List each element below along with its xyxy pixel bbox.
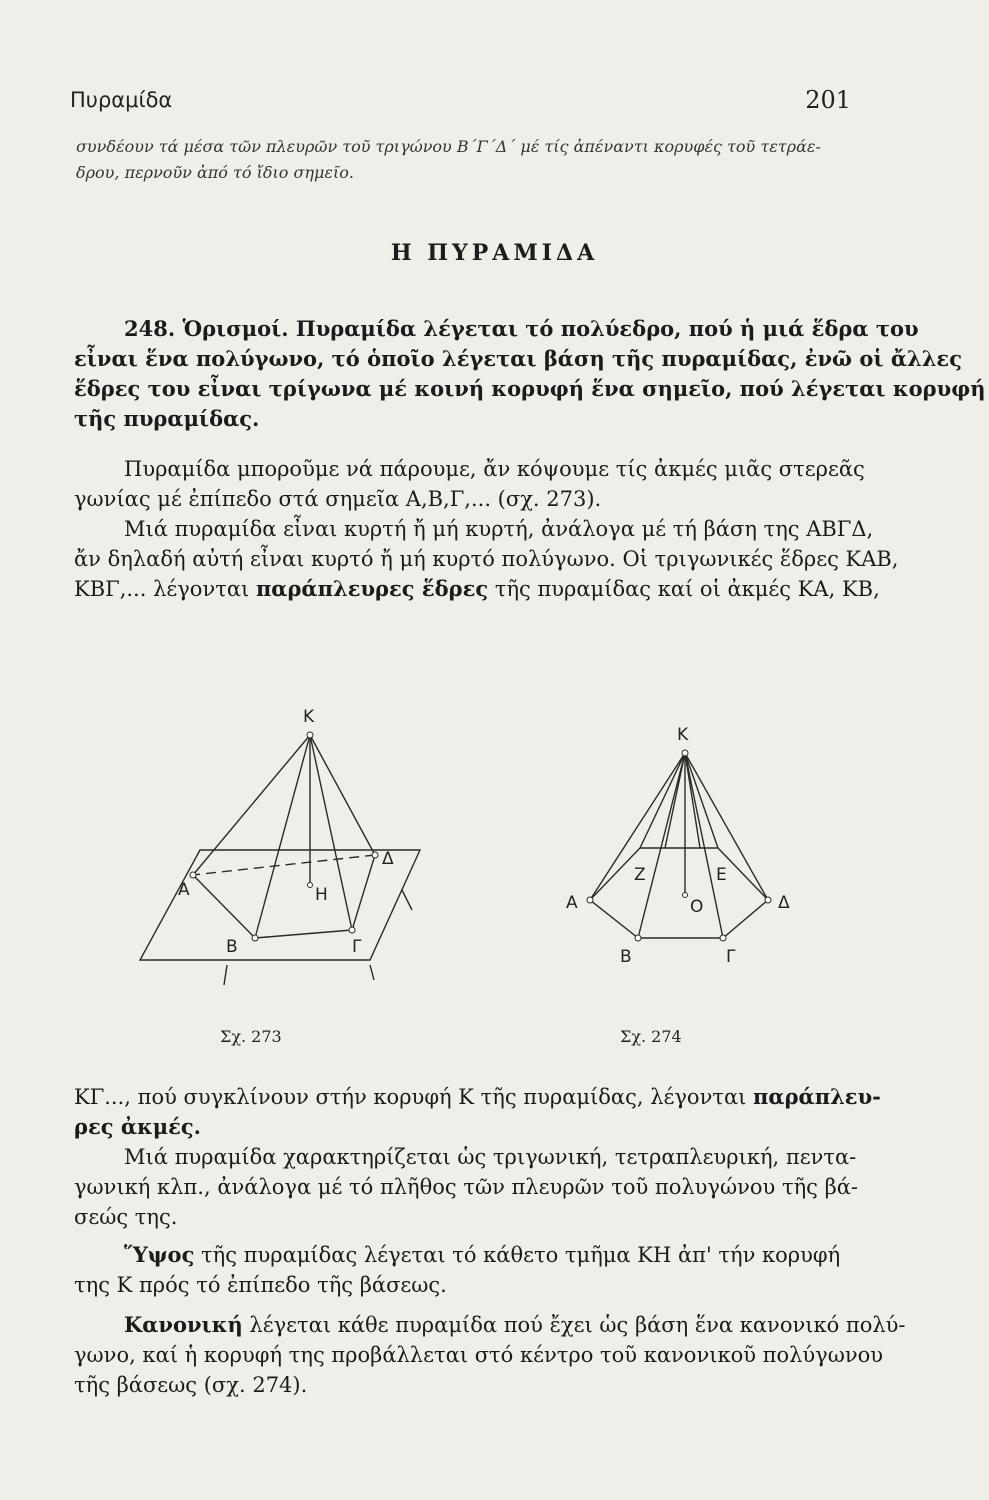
paragraph-line: Πυραμίδα μποροῦμε νά πάρουμε, ἄν κόψουμε τίς ἀκμές μιᾶς στερεᾶς xyxy=(124,457,865,481)
paragraph-line: λέγεται κάθε πυραμίδα πού ἔχει ὡς βάση ἕνα κανονικό πολύ- xyxy=(242,1313,906,1337)
paragraph-6 xyxy=(74,1310,906,1400)
paragraph-4 xyxy=(74,1142,874,1232)
label-D: Δ xyxy=(778,893,790,913)
paragraph-2 xyxy=(74,514,899,604)
term-height: Ὕψος xyxy=(124,1242,195,1267)
definition-heading: Ὁρισμοί. xyxy=(182,316,289,341)
page-number: 201 xyxy=(805,86,851,114)
point-K xyxy=(682,750,688,756)
hatch-mark xyxy=(370,965,374,980)
label-B: B xyxy=(620,947,632,967)
figure-273 xyxy=(140,707,420,1046)
paragraph-line: τῆς βάσεως (σχ. 274). xyxy=(74,1373,308,1397)
paragraph-line: ἄν δηλαδή αὐτή εἶναι κυρτό ἤ μή κυρτό πολύγωνο. Οἱ τριγωνικές ἕδρες ΚΑΒ, xyxy=(74,547,899,571)
base-GD xyxy=(352,855,375,930)
paragraph-5 xyxy=(74,1240,874,1300)
edge-KB xyxy=(638,753,685,938)
paragraph-line: τῆς πυραμίδας καί οἱ ἀκμές ΚΑ, ΚΒ, xyxy=(488,577,880,601)
label-K: K xyxy=(677,725,689,745)
edge-KD xyxy=(310,735,375,855)
base-DA xyxy=(193,855,375,875)
point-G xyxy=(349,927,355,933)
point-B xyxy=(635,935,641,941)
point-D xyxy=(372,852,378,858)
point-A xyxy=(190,872,196,878)
intro-line: συνδέουν τά μέσα τῶν πλευρῶν τοῦ τριγώνου Β΄Γ΄Δ΄ μέ τίς ἀπέναντι κορυφές τοῦ τετράε- xyxy=(76,137,821,156)
caption-fig-274: Σχ. 274 xyxy=(620,1027,682,1046)
paragraph-line: ΚΓ..., πού συγκλίνουν στήν κορυφή Κ τῆς πυραμίδας, λέγονται xyxy=(74,1085,754,1109)
label-B: B xyxy=(226,937,238,957)
point-K xyxy=(307,732,313,738)
figure-274 xyxy=(566,725,790,1046)
pyramid-figures xyxy=(120,690,880,1070)
point-H xyxy=(308,883,313,888)
paragraph-line: τῆς πυραμίδας λέγεται τό κάθετο τμῆμα ΚΗ ἀπ' τήν κορυφή xyxy=(194,1243,841,1267)
section-number: 248. xyxy=(124,316,176,341)
base-AB xyxy=(193,875,255,938)
edge-KA xyxy=(193,735,310,875)
paragraph-line: γωνίας μέ ἐπίπεδο στά σημεῖα Α,Β,Γ,... (σχ. 273). xyxy=(74,487,602,511)
term-lateral-edges: παράπλευ- xyxy=(753,1084,881,1109)
paragraph-1 xyxy=(74,454,874,514)
paragraph-line: Μιά πυραμίδα εἶναι κυρτή ἤ μή κυρτή, ἀνάλογα μέ τή βάση της ΑΒΓΔ, xyxy=(124,517,874,541)
paragraph-line: γωνική κλπ., ἀνάλογα μέ τό πλῆθος τῶν πλευρῶν τοῦ πολυγώνου τῆς βά- xyxy=(74,1175,859,1199)
definition-paragraph xyxy=(74,314,986,434)
point-G xyxy=(720,935,726,941)
label-K: K xyxy=(303,707,315,727)
edge-KB xyxy=(255,735,310,938)
intro-line: δρου, περνοῦν ἀπό τό ἴδιο σημεῖο. xyxy=(76,163,354,182)
point-B xyxy=(252,935,258,941)
label-E: E xyxy=(716,865,727,885)
paragraph-line: γωνο, καί ἡ κορυφή της προβάλλεται στό κέντρο τοῦ κανονικοῦ πολύγωνου xyxy=(74,1343,884,1367)
point-O xyxy=(683,893,688,898)
figures-273-274 xyxy=(120,690,880,1070)
definition-text: ἕδρες του εἶναι τρίγωνα μέ κοινή κορυφή ἕνα σημεῖο, πού λέγεται κορυφή xyxy=(74,376,986,401)
hatch-mark xyxy=(224,965,227,985)
paragraph-3 xyxy=(74,1082,881,1142)
definition-text: Πυραμίδα λέγεται τό πολύεδρο, πού ἡ μιά ἕδρα του xyxy=(295,316,919,341)
label-O: O xyxy=(690,897,704,917)
hatch-mark xyxy=(402,890,412,910)
edge-KZ xyxy=(640,753,685,848)
point-D xyxy=(765,897,771,903)
base-hexagon xyxy=(590,848,768,938)
paragraph-line: ΚΒΓ,... λέγονται xyxy=(74,577,256,601)
paragraph-line: σεώς της. xyxy=(74,1205,178,1229)
plane xyxy=(140,850,420,960)
term-lateral-edges-cont: ρες ἀκμές. xyxy=(74,1114,201,1139)
label-G: Γ xyxy=(352,937,362,957)
definition-text: εἶναι ἕνα πολύγωνο, τό ὁποῖο λέγεται βάση τῆς πυραμίδας, ἐνῶ οἱ ἄλλες xyxy=(74,346,962,371)
label-Z: Z xyxy=(634,865,646,885)
term-regular: Κανονική xyxy=(124,1312,243,1337)
paragraph-line: Μιά πυραμίδα χαρακτηρίζεται ὡς τριγωνική, τετραπλευρική, πεντα- xyxy=(124,1145,857,1169)
definition-text: τῆς πυραμίδας. xyxy=(74,406,260,431)
intro-text xyxy=(76,134,866,186)
label-D: Δ xyxy=(382,849,394,869)
label-A: A xyxy=(566,893,578,913)
section-title: Η ΠΥΡΑΜΙΔΑ xyxy=(390,240,599,266)
label-A: A xyxy=(178,880,190,900)
point-A xyxy=(587,897,593,903)
caption-fig-273: Σχ. 273 xyxy=(220,1027,282,1046)
running-head: Πυραμίδα xyxy=(70,88,173,112)
paragraph-line: της Κ πρός τό ἐπίπεδο τῆς βάσεως. xyxy=(74,1273,447,1297)
label-G: Γ xyxy=(726,947,736,967)
base-BG xyxy=(255,930,352,938)
term-lateral-faces: παράπλευρες ἕδρες xyxy=(255,576,489,601)
label-H: H xyxy=(315,885,328,905)
